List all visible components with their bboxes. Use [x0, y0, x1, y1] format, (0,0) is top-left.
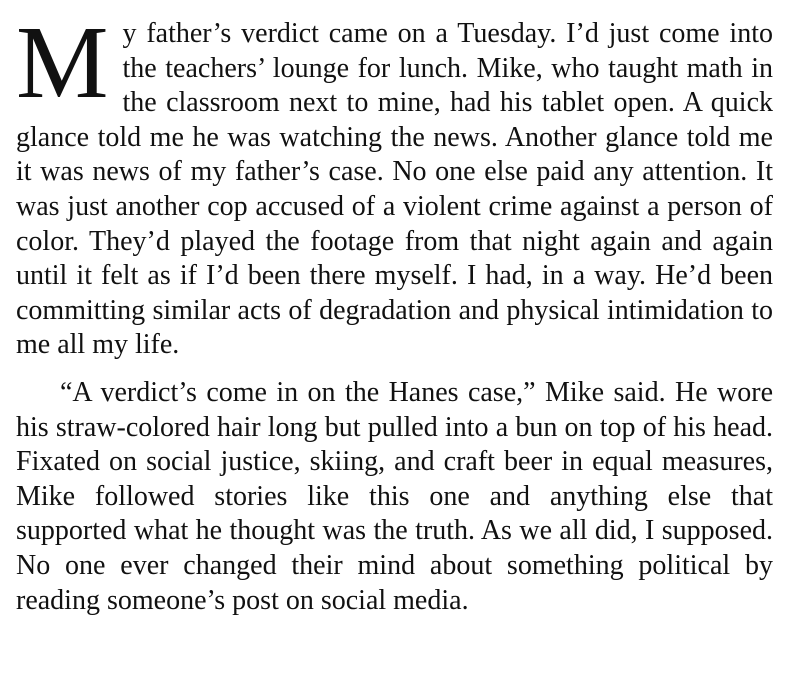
paragraph-2-text: “A verdict’s come in on the Hanes case,” Mike said. He wore his straw-colored hair long but pulled into a bun on top of his head. Fixated on social justice, skiing, and craft beer in equal measures, Mike followed stories like this one and anything else that supported what he thought was the truth. As we all did, I supposed. No one ever changed their mind about something political by reading someone’s post on social media.: [16, 376, 773, 616]
paragraph-2: [16, 376, 773, 618]
paragraph-1-text: y father’s verdict came on a Tuesday. I’d just come into the teachers’ lounge for lunch. Mike, who taught math in the classroom next to mine, had his tablet open. A quick glance told me he was watching the news. Another glance told me it was news of my father’s case. No one else paid any attention. It was just another cop accused of a violent crime against a person of color. They’d played the footage from that night again and again until it felt as if I’d been there myself. I had, in a way. He’d been committing similar acts of degradation and physical intimidation to me all my life.: [16, 18, 773, 361]
paragraph-1: [16, 5, 773, 363]
drop-cap: M: [16, 5, 109, 120]
